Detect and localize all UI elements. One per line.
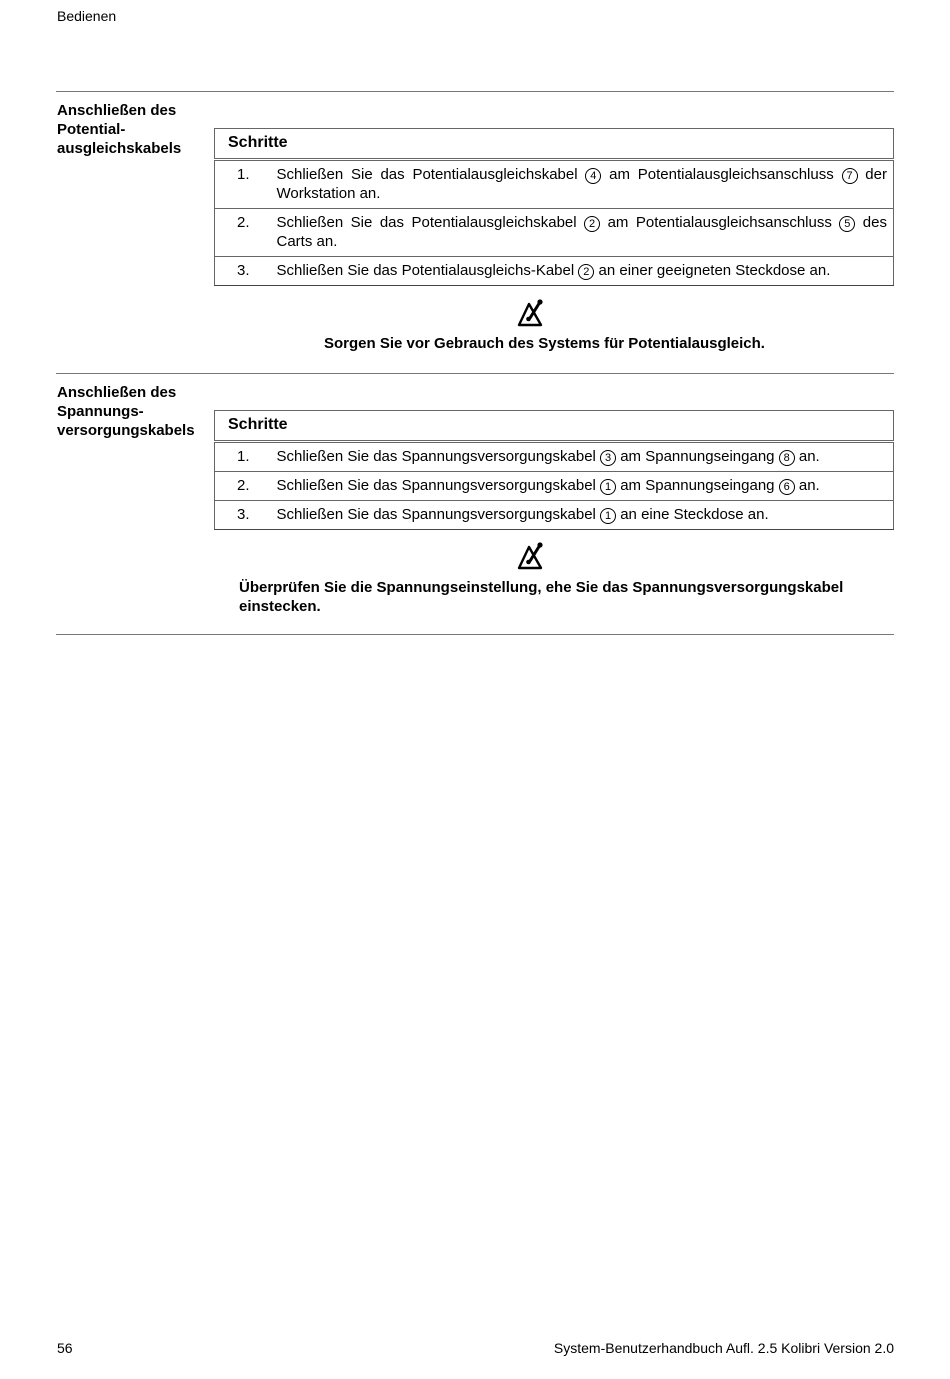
step-text-part: am Spannungseingang: [616, 448, 779, 465]
callout-number: 5: [839, 216, 855, 232]
step-number: 3.: [215, 257, 277, 286]
running-header: Bedienen: [57, 8, 117, 24]
step-number: 1.: [215, 160, 277, 209]
note-hand-icon: [516, 541, 546, 571]
section-divider: [56, 634, 894, 635]
step-text-part: an einer geeigneten Steckdose an.: [594, 262, 831, 279]
document-title: System-Benutzerhandbuch Aufl. 2.5 Kolibri Version 2.0: [553, 1340, 894, 1356]
table-header: Schritte: [215, 129, 894, 160]
step-number: 3.: [215, 501, 277, 530]
steps-table-spannung: [214, 410, 894, 530]
section-divider: [56, 91, 894, 92]
step-text-part: des Carts an.: [276, 214, 887, 250]
title-line: Anschließen des: [57, 384, 177, 401]
title-line: Potential-: [57, 121, 126, 138]
title-line: Spannungs-: [57, 403, 144, 420]
step-text-part: Schließen Sie das Spannungsversorgungskabel: [276, 506, 601, 523]
step-text: [277, 209, 894, 257]
step-text-part: Schließen Sie das Potentialausgleichs-Kabel: [276, 262, 579, 279]
step-text-part: Schließen Sie das Potentialausgleichskabel: [276, 214, 585, 231]
step-number: 2.: [215, 209, 277, 257]
table-row: [215, 501, 894, 530]
step-text: [277, 501, 894, 530]
step-text-part: an eine Steckdose an.: [616, 506, 769, 523]
callout-number: 4: [585, 168, 601, 184]
section-title-spannung: [57, 383, 207, 440]
table-row: [215, 472, 894, 501]
title-line: Anschließen des: [57, 102, 177, 119]
note-text-potential: Sorgen Sie vor Gebrauch des Systems für Potentialausgleich.: [324, 335, 765, 352]
note-hand-icon: [516, 298, 546, 328]
table-row: [215, 442, 894, 472]
step-text-part: Schließen Sie das Spannungsversorgungskabel: [276, 477, 601, 494]
step-text-part: am Potentialausgleichsanschluss: [600, 214, 840, 231]
step-text-part: an.: [794, 477, 820, 494]
step-text-part: Schließen Sie das Spannungsversorgungskabel: [276, 448, 601, 465]
steps-table-potential: [214, 128, 894, 286]
table-header: Schritte: [215, 411, 894, 442]
section-divider: [56, 373, 894, 374]
section-title-potential: [57, 101, 207, 158]
table-row: [215, 160, 894, 209]
page-number: 56: [57, 1340, 73, 1356]
callout-number: 6: [779, 479, 795, 495]
table-row: [215, 257, 894, 286]
step-text-part: am Potentialausgleichsanschluss: [601, 166, 842, 183]
step-text: [277, 160, 894, 209]
step-text-part: an.: [794, 448, 820, 465]
callout-number: 1: [600, 479, 616, 495]
step-text: [277, 472, 894, 501]
step-text: [277, 257, 894, 286]
title-line: ausgleichskabels: [57, 140, 182, 157]
step-text-part: am Spannungseingang: [616, 477, 779, 494]
callout-number: 7: [842, 168, 858, 184]
step-number: 1.: [215, 442, 277, 472]
step-number: 2.: [215, 472, 277, 501]
callout-number: 3: [600, 450, 616, 466]
callout-number: 8: [779, 450, 795, 466]
callout-number: 1: [600, 508, 616, 524]
callout-number: 2: [584, 216, 600, 232]
step-text-part: der Workstation an.: [276, 166, 887, 202]
note-text-spannung: Überprüfen Sie die Spannungseinstellung, ehe Sie das Spannungsversorgungskabel einstecken.: [239, 579, 844, 615]
title-line: versorgungskabels: [57, 422, 195, 439]
table-row: [215, 209, 894, 257]
step-text: [277, 442, 894, 472]
step-text-part: Schließen Sie das Potentialausgleichskabel: [276, 166, 586, 183]
callout-number: 2: [578, 264, 594, 280]
